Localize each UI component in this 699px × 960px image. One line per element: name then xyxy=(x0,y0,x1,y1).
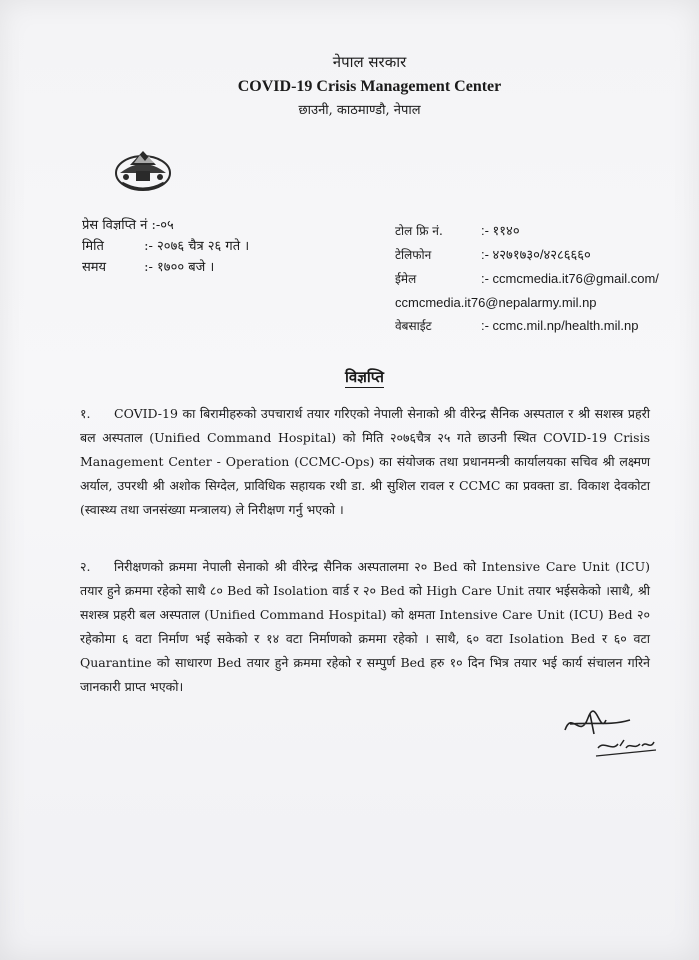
time-row xyxy=(82,257,249,278)
email-value: :- ccmcmedia.it76@gmail.com/ xyxy=(480,271,659,286)
notice-heading xyxy=(0,367,699,387)
time-value: :- १७०० बजे । xyxy=(144,260,215,275)
date-label: मिति xyxy=(82,239,104,254)
email-row xyxy=(395,267,659,291)
nepal-emblem-icon xyxy=(112,143,174,193)
press-number-label: प्रेस विज्ञप्ति नं xyxy=(82,218,148,233)
phone-label: टेलिफोन xyxy=(395,248,432,262)
organization-name: COVID-19 Crisis Management Center xyxy=(237,78,502,95)
paragraph-number: २. xyxy=(80,559,91,574)
paragraph-number: १. xyxy=(80,406,91,421)
time-label: समय xyxy=(82,260,107,275)
tollfree-value: :- ११४० xyxy=(480,223,520,238)
notice-title-text: विज्ञप्ति xyxy=(345,368,384,386)
organization-address: छाउनी, काठमाण्डौ, नेपाल xyxy=(298,103,421,118)
press-number-row xyxy=(82,215,249,236)
letterhead xyxy=(0,52,699,118)
tollfree-label: टोल फ्रि नं. xyxy=(395,224,443,238)
paragraph-2 xyxy=(80,555,650,699)
date-row xyxy=(82,236,249,257)
website-label: वेबसाईट xyxy=(395,319,432,333)
email-value-2: ccmcmedia.it76@nepalarmy.mil.np xyxy=(395,295,597,310)
press-number-value: :-०५ xyxy=(151,218,174,233)
tollfree-row xyxy=(395,219,659,243)
signature-mark xyxy=(560,700,660,760)
paragraph-text: निरीक्षणको क्रममा नेपाली सेनाको श्री वीरेन्द्र सैनिक अस्पतालमा २० Bed को Intensive Care Unit (ICU) तयार हुने क्रममा रहेको साथै ८० Bed को Isolation वार्ड र २० Bed को High Care Unit तयार भईसकेको ।साथै, श्री सशस्त्र प्रहरी बल अस्पताल (Unified Command Hospital) को क्षमता Intensive Care Unit (ICU) Bed २० रहेकोमा ६ वटा निर्माण भई सकेको र १४ वटा निर्माणको क्रममा रहेको । साथै, ६० वटा Isolation Bed र ६० वटा Quarantine को साधारण Bed तयार हुने क्रममा रहेको र सम्पुर्ण Bed हरु १० दिन भित्र तयार भई कार्य संचालन गरिने जानकारी प्राप्त भएको। xyxy=(80,559,650,694)
paragraph-1 xyxy=(80,402,650,522)
contact-info xyxy=(395,219,659,338)
website-row xyxy=(395,314,659,338)
phone-value: :- ४२७१७३०/४२८६६६० xyxy=(480,247,591,262)
email-label: ईमेल xyxy=(395,272,417,286)
press-release-meta xyxy=(82,215,249,278)
website-value: :- ccmc.mil.np/health.mil.np xyxy=(480,318,639,333)
government-name: नेपाल सरकार xyxy=(332,53,407,71)
phone-row xyxy=(395,243,659,267)
date-value: :- २०७६ चैत्र २६ गते । xyxy=(144,239,250,254)
email-row-2 xyxy=(395,291,659,314)
paragraph-text: COVID-19 का बिरामीहरुको उपचारार्थ तयार गरिएको नेपाली सेनाको श्री वीरेन्द्र सैनिक अस्पताल र श्री सशस्त्र प्रहरी बल अस्पताल (Unified Command Hospital) को मिति २०७६चैत्र २५ गते छाउनी स्थित COVID-19 Crisis Management Center - Operation (CCMC-Ops) का संयोजक तथा प्रधानमन्त्री कार्यालयका सचिव श्री लक्ष्मण अर्याल, उपरथी श्री अशोक सिग्देल, प्राविधिक सहायक रथी डा. श्री सुशिल रावल र CCMC का प्रवक्ता डा. विकाश देवकोटा (स्वास्थ्य तथा जनसंख्या मन्त्रालय) ले निरीक्षण गर्नु भएको । xyxy=(80,406,650,517)
